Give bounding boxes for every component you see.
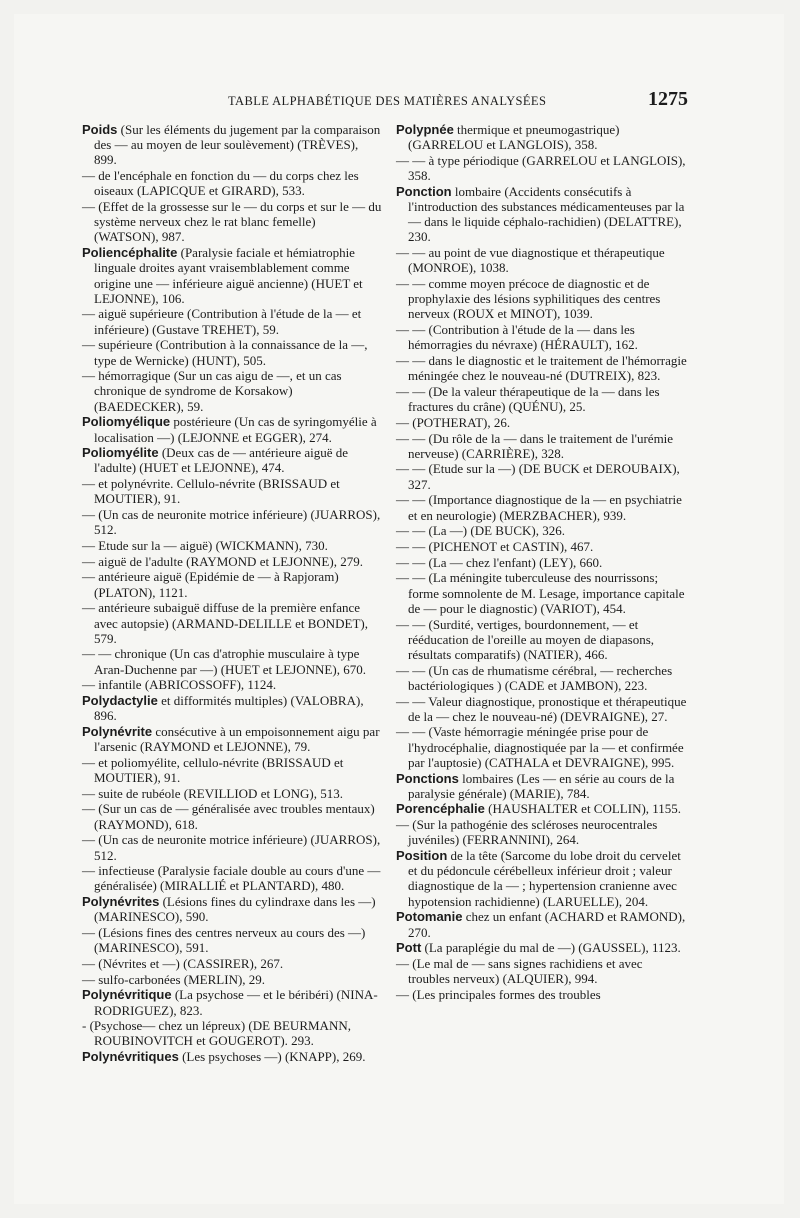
entry-text: — — comme moyen précoce de diagnostic et de prophylaxie des lésions syphilitiques des centres nerveux (ROUX et MINOT), 1039.: [396, 276, 661, 322]
index-entry: [82, 646, 382, 676]
entry-text: — et polynévrite. Cellulo-névrite (BRISSAUD et MOUTIER), 91.: [82, 476, 340, 507]
index-entry: [82, 987, 382, 1017]
index-entry: [82, 337, 382, 367]
left-column: [82, 122, 382, 1065]
entry-text: lombaire (Accidents consécutifs à l'introduction des substances médicamenteuses par la — dans le liquide céphalo-rachidien) (DELATTRE), 230.: [408, 183, 685, 245]
entry-text: et difformités multiples) (VALOBRA), 896.: [94, 693, 364, 724]
index-entry: [82, 306, 382, 336]
entry-text: thermique et pneumogastrique) (GARRELOU et LANGLOIS), 358.: [408, 122, 620, 153]
entry-text: — — (Contribution à l'étude de la — dans les hémorragies du névraxe) (HÉRAULT), 162.: [396, 322, 638, 353]
index-entry: [82, 538, 382, 553]
index-entry: [396, 153, 687, 183]
index-entry: [82, 368, 382, 414]
entry-headword: Poliencéphalite: [82, 245, 178, 261]
index-entry: [82, 755, 382, 785]
header-title: TABLE ALPHABÉTIQUE DES MATIÈRES ANALYSÉES: [228, 94, 547, 108]
entry-text: — antérieure subaiguë diffuse de la première enfance avec autopsie) (ARMAND-DELILLE et BONDET), 579.: [82, 600, 369, 646]
entry-text: — — (La — chez l'enfant) (LEY), 660.: [396, 554, 603, 570]
index-entry: [82, 245, 382, 306]
index-entry: [396, 276, 687, 322]
index-entry: [396, 817, 687, 847]
index-entry: [396, 663, 687, 693]
entry-text: — (Effet de la grossesse sur le — du corps et sur le — du système nerveux chez le rat blanc femelle) (WATSON), 987.: [82, 199, 382, 245]
index-entry: [396, 431, 687, 461]
entry-headword: Polydactylie: [82, 693, 158, 709]
index-entry: [396, 694, 687, 724]
index-entry: [82, 507, 382, 537]
entry-text: (Sur les éléments du jugement par la comparaison des — au moyen de leur soulèvement) (TRÈVES), 899.: [94, 122, 381, 168]
index-entry: [82, 972, 382, 987]
index-entry: [82, 1049, 382, 1064]
index-entry: [82, 445, 382, 475]
index-entry: [396, 771, 687, 801]
index-entry: [82, 168, 382, 198]
entry-text: — supérieure (Contribution à la connaissance de la —, type de Wernicke) (HUNT), 505.: [82, 337, 368, 368]
index-entry: [82, 414, 382, 444]
entry-text: — — (Vaste hémorragie méningée prise pour de l'hydrocéphalie, diagnostiquée par la — et confirmée par l'auptosie) (CATHALA et DEVRAIGNE), 995.: [396, 724, 684, 770]
index-entry: [82, 554, 382, 569]
entry-text: — (Sur un cas de — généralisée avec troubles mentaux) (RAYMOND), 618.: [82, 801, 375, 832]
entry-headword: Polypnée: [396, 122, 454, 137]
entry-headword: Polynévritique: [82, 987, 172, 1003]
entry-headword: Position: [396, 848, 448, 864]
index-entry: [82, 724, 382, 754]
index-entry: [82, 925, 382, 955]
entry-text: — — au point de vue diagnostique et thérapeutique (MONROE), 1038.: [396, 245, 665, 276]
entry-text: — — (Etude sur la —) (DE BUCK et DEROUBAIX), 327.: [396, 461, 680, 492]
index-entry: [396, 184, 687, 245]
index-entry: [396, 122, 687, 152]
index-entry: [82, 832, 382, 862]
entry-headword: Potomanie: [396, 909, 463, 925]
index-entry: [82, 786, 382, 801]
entry-headword: Porencéphalie: [396, 801, 485, 817]
entry-text: — et poliomyélite, cellulo-névrite (BRISSAUD et MOUTIER), 91.: [82, 754, 344, 786]
index-entry: [82, 199, 382, 245]
entry-text: — (Le mal de — sans signes rachidiens et avec troubles nerveux) (ALQUIER), 994.: [396, 955, 643, 987]
entry-text: — — (PICHENOT et CASTIN), 467.: [396, 538, 594, 554]
entry-headword: Polynévrite: [82, 723, 153, 739]
entry-text: — (Les principales formes des troubles: [396, 986, 601, 1002]
index-entry: [82, 894, 382, 924]
entry-text: de la tête (Sarcome du lobe droit du cervelet et du pédoncule cérébelleux inférieur droit ; valeur diagnostique de la — ; hypertension cranienne avec hypotension rachidienne) (LARUELLE), 204.: [408, 848, 681, 909]
entry-text: — suite de rubéole (REVILLIOD et LONG), 513.: [82, 785, 344, 801]
index-entry: [396, 415, 687, 430]
index-entry: [396, 724, 687, 770]
entry-text: — hémorragique (Sur un cas aigu de —, et un cas chronique de syndrome de Korsakow) (BAEDECKER), 59.: [82, 368, 342, 414]
entry-text: — aiguë de l'adulte (RAYMOND et LEJONNE), 279.: [82, 553, 363, 569]
entry-headword: Ponctions: [396, 770, 459, 786]
index-entry: [396, 848, 687, 909]
index-entry: [396, 492, 687, 522]
entry-headword: Polynévritiques: [82, 1049, 179, 1065]
index-entry: [396, 461, 687, 491]
entry-headword: Poliomyélique: [82, 414, 171, 430]
entry-text: (La psychose — et le béribéri) (NINA-RODRIGUEZ), 823.: [94, 987, 378, 1018]
index-entry: [396, 570, 687, 616]
index-entry: [82, 476, 382, 506]
entry-text: — aiguë supérieure (Contribution à l'étude de la — et inférieure) (Gustave TREHET), 59.: [82, 306, 362, 337]
entry-text: - (Psychose— chez un lépreux) (DE BEURMANN, ROUBINOVITCH et GOUGEROT). 293.: [82, 1018, 351, 1049]
index-entry: [396, 539, 687, 554]
index-entry: [396, 353, 687, 383]
entry-text: — — chronique (Un cas d'atrophie musculaire à type Aran-Duchenne par —) (HUET et LEJONNE), 670.: [82, 646, 366, 677]
entry-text: — — (Importance diagnostique de la — en psychiatrie et en neurologie) (MERZBACHER), 939.: [396, 492, 682, 523]
entry-text: consécutive à un empoisonnement aigu par l'arsenic (RAYMOND et LEJONNE), 79.: [94, 723, 380, 755]
index-entry: [82, 693, 382, 723]
page-number: 1275: [648, 88, 688, 110]
entry-text: — Etude sur la — aiguë) (WICKMANN), 730.: [82, 537, 328, 553]
entry-text: (Paralysie faciale et hémiatrophie linguale droites ayant vraisemblablement comme origine une — inférieure aiguë ancienne) (HUET et LEJONNE), 106.: [94, 245, 363, 306]
index-entry: [82, 801, 382, 831]
entry-text: — (Névrites et —) (CASSIRER), 267.: [82, 955, 284, 971]
entry-headword: Ponction: [396, 183, 452, 199]
entry-text: — — dans le diagnostic et le traitement de l'hémorragie méningée chez le nouveau-né (DUTREIX), 823.: [396, 353, 687, 384]
entry-text: — — (La —) (DE BUCK), 326.: [396, 523, 565, 539]
index-entry: [82, 122, 382, 168]
entry-text: (HAUSHALTER et COLLIN), 1155.: [488, 801, 682, 817]
entry-text: — — (De la valeur thérapeutique de la — dans les fractures du crâne) (QUÉNU), 25.: [396, 383, 660, 415]
entry-headword: Poids: [82, 122, 118, 137]
entry-text: — — Valeur diagnostique, pronostique et thérapeutique de la — chez le nouveau-né) (DEVRAIGNE), 27.: [396, 693, 687, 724]
running-header: [80, 88, 688, 112]
index-entry: [396, 956, 687, 986]
index-entry: [396, 322, 687, 352]
index-entry: [396, 940, 687, 955]
index-entry: [82, 600, 382, 646]
index-entry: [396, 245, 687, 275]
entry-text: — sulfo-carbonées (MERLIN), 29.: [82, 971, 266, 987]
index-entry: [396, 987, 687, 1002]
entry-headword: Polynévrites: [82, 894, 160, 910]
entry-text: — — à type périodique (GARRELOU et LANGLOIS), 358.: [396, 152, 686, 184]
entry-text: — de l'encéphale en fonction du — du corps chez les oiseaux (LAPICQUE et GIRARD), 533.: [82, 168, 359, 199]
index-entry: [82, 863, 382, 893]
entry-text: — (POTHERAT), 26.: [396, 414, 511, 430]
entry-text: — (Un cas de neuronite motrice inférieure) (JUARROS), 512.: [82, 832, 381, 863]
entry-text: — infectieuse (Paralysie faciale double au cours d'une — généralisée) (MIRALLIÉ et PLANTARD), 480.: [82, 863, 381, 894]
entry-text: — — (La méningite tuberculeuse des nourrissons; forme somnolente de M. Lesage, importance capitale de — pour le diagnostic) (VARIOT), 454.: [396, 570, 685, 616]
entry-text: (Les psychoses —) (KNAPP), 269.: [182, 1049, 366, 1065]
entry-text: — — (Du rôle de la — dans le traitement de l'urémie nerveuse) (CARRIÈRE), 328.: [396, 430, 674, 461]
entry-text: — — (Un cas de rhumatisme cérébral, — recherches bactériologiques ) (CADE et JAMBON), 223.: [396, 662, 673, 693]
entry-text: — infantile (ABRICOSSOFF), 1124.: [82, 677, 277, 693]
entry-text: — — (Surdité, vertiges, bourdonnement, — et rééducation de l'oreille au moyen de diapasons, résultats comparatifs) (NATIER), 466.: [396, 616, 655, 662]
index-entry: [396, 523, 687, 538]
entry-text: — (Lésions fines des centres nerveux au cours des —) (MARINESCO), 591.: [82, 925, 366, 956]
entry-text: — (Sur la pathogénie des scléroses neurocentrales juvéniles) (FERRANNINI), 264.: [396, 817, 658, 848]
right-column: [396, 122, 687, 1003]
index-entry: [396, 617, 687, 663]
index-entry: [82, 677, 382, 692]
entry-text: (Lésions fines du cylindraxe dans les —) (MARINESCO), 590.: [94, 894, 376, 925]
entry-text: postérieure (Un cas de syringomyélie à localisation —) (LEJONNE et EGGER), 274.: [94, 414, 377, 445]
entry-text: — antérieure aiguë (Epidémie de — à Rapjoram) (PLATON), 1121.: [82, 569, 339, 600]
index-entry: [396, 384, 687, 414]
index-entry: [396, 801, 687, 816]
entry-headword: Pott: [396, 940, 422, 956]
entry-text: (La paraplégie du mal de —) (GAUSSEL), 1123.: [424, 940, 681, 956]
index-entry: [82, 569, 382, 599]
index-entry: [82, 1018, 382, 1048]
entry-text: — (Un cas de neuronite motrice inférieure) (JUARROS), 512.: [82, 507, 381, 538]
entry-text: (Deux cas de — antérieure aiguë de l'adulte) (HUET et LEJONNE), 474.: [94, 445, 349, 476]
index-entry: [396, 555, 687, 570]
entry-headword: Poliomyélite: [82, 445, 159, 461]
index-entry: [396, 909, 687, 939]
entry-text: chez un enfant (ACHARD et RAMOND), 270.: [408, 909, 686, 940]
index-entry: [82, 956, 382, 971]
entry-text: lombaires (Les — en série au cours de la paralysie générale) (MARIE), 784.: [408, 770, 675, 801]
